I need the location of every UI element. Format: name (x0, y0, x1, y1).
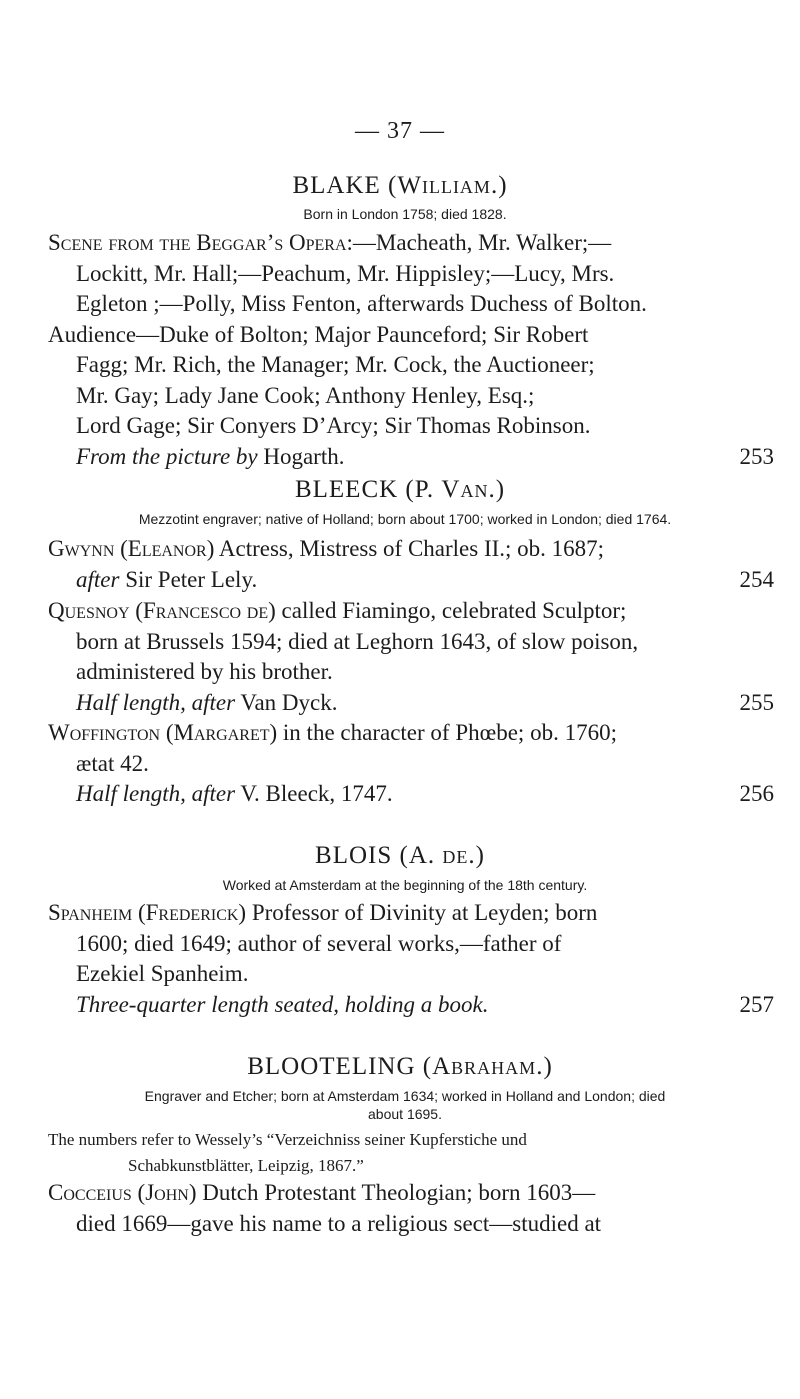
entry-number: 254 (739, 566, 774, 592)
entry-line: 1600; died 1649; author of several works,—father of (76, 930, 562, 956)
artist-forename: Van (441, 476, 489, 503)
artist-heading-bleeck (0, 476, 800, 504)
entry-heading: Spanheim (Frederick) (48, 900, 247, 925)
reference-line: The numbers refer to Wessely’s “Verzeichniss seiner Kupferstiche und (48, 1130, 527, 1149)
caption-italic: after (76, 566, 120, 592)
entry-heading: Quesnoy (Francesco de) (48, 598, 276, 623)
artist-heading-blake (0, 172, 800, 200)
artist-closing: .) (536, 1053, 553, 1080)
entry-255 (48, 596, 774, 718)
caption-text: Van Dyck. (235, 689, 338, 715)
artist-closing: .) (488, 476, 506, 503)
entry-caption (48, 779, 774, 810)
artist-name: BLAKE ( (292, 172, 398, 199)
reference-note (48, 1127, 774, 1179)
entry-text: in the character of Phœbe; ob. 1760; (277, 720, 617, 745)
entry-253 (48, 228, 774, 472)
artist-note-blooteling (40, 1087, 770, 1123)
entry-caption (48, 565, 774, 596)
entry-text: called Fiamingo, celebrated Sculptor; (275, 598, 627, 623)
entry-heading: Woffington (Margaret) (48, 720, 278, 745)
artist-closing: .) (468, 842, 485, 869)
entry-number: 253 (739, 443, 774, 469)
entry-line: Mr. Gay; Lady Jane Cook; Anthony Henley, Esq.; (76, 382, 535, 408)
caption-italic: Half length, after (76, 781, 236, 806)
artist-name: BLOOTELING ( (247, 1053, 433, 1080)
entry-text: Professor of Divinity at Leyden; born (246, 900, 598, 925)
entry-number: 256 (739, 781, 774, 806)
entry-heading: Scene from the Beggar’s Opera (48, 230, 347, 255)
page-number: — 37 — (355, 118, 445, 144)
artist-particle: de (442, 842, 469, 869)
caption-italic: Three-quarter length seated, holding a book. (76, 991, 489, 1017)
entry-caption (48, 442, 774, 473)
entry-number: 257 (739, 991, 774, 1017)
entry-line: Lockitt, Mr. Hall;—Peachum, Mr. Hippisley;—Lucy, Mrs. (76, 260, 615, 286)
entry-line: died 1669—gave his name to a religious sect—studied at (76, 1210, 602, 1236)
artist-forename: Abraham (432, 1053, 537, 1080)
entry-caption (48, 688, 774, 719)
caption-text: Sir Peter Lely. (119, 566, 258, 592)
entry-line: Ezekiel Spanheim. (76, 961, 249, 986)
entry-heading: Cocceius (John) (48, 1180, 197, 1205)
note-line: about 1695. (368, 1106, 442, 1122)
reference-line: Schabkunstblätter, Leipzig, 1867.” (128, 1156, 364, 1175)
entry-254 (48, 534, 774, 595)
entry-line: Audience—Duke of Bolton; Major Paunceford; Sir Robert (48, 321, 589, 347)
artist-note-blake: Born in London 1758; died 1828. (303, 206, 507, 222)
caption-italic: From the picture by (76, 443, 258, 469)
entry-cocceius (48, 1178, 774, 1239)
caption-text: Hogarth. (257, 443, 345, 469)
entry-line: Fagg; Mr. Rich, the Manager; Mr. Cock, the Auctioneer; (76, 352, 595, 377)
artist-name: BLEECK (P. (294, 476, 442, 503)
artist-name: BLOIS (A. (315, 842, 443, 869)
entry-line: administered by his brother. (76, 659, 333, 684)
caption-text: V. Bleeck, 1747. (235, 781, 393, 806)
entry-line: Lord Gage; Sir Conyers D’Arcy; Sir Thomas Robinson. (76, 413, 591, 438)
artist-heading-blois (0, 842, 800, 870)
entry-257 (48, 898, 774, 1020)
entry-heading: Gwynn (Eleanor) (48, 536, 215, 561)
artist-heading-blooteling (0, 1053, 800, 1081)
entry-line: born at Brussels 1594; died at Leghorn 1643, of slow poison, (76, 628, 639, 654)
entry-number: 255 (739, 689, 774, 715)
artist-closing: .) (490, 172, 508, 199)
artist-forename: William (397, 172, 491, 199)
entry-text: Actress, Mistress of Charles II.; ob. 1687; (214, 536, 605, 561)
entry-256 (48, 718, 774, 810)
note-line: Engraver and Etcher; born at Amsterdam 1634; worked in Holland and London; died (144, 1088, 666, 1104)
entry-line: ætat 42. (76, 750, 149, 776)
artist-note-bleeck: Mezzotint engraver; native of Holland; born about 1700; worked in London; died 1764. (138, 511, 672, 527)
artist-note-blois: Worked at Amsterdam at the beginning of the 18th century. (222, 877, 588, 893)
entry-text: :—Macheath, Mr. Walker;— (346, 230, 612, 255)
entry-caption (48, 990, 774, 1021)
entry-text: Dutch Protestant Theologian; born 1603— (196, 1180, 596, 1205)
entry-line: Egleton ;—Polly, Miss Fenton, afterwards Duchess of Bolton. (76, 291, 647, 316)
caption-italic: Half length, after (76, 689, 236, 715)
